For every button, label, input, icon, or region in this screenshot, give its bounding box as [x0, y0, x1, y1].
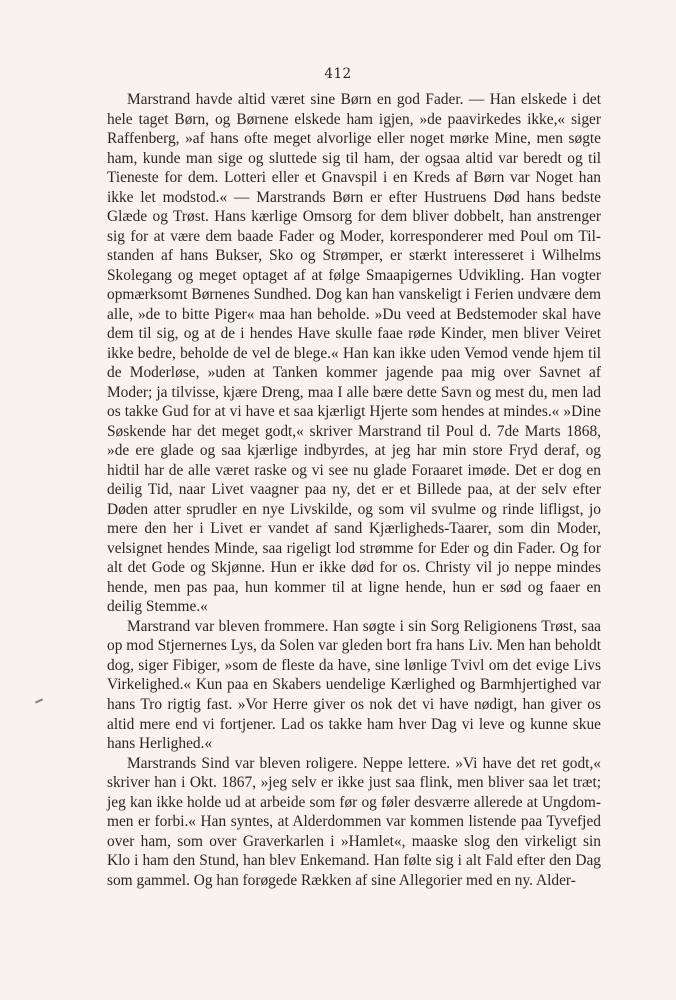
- paragraph-3: Marstrands Sind var bleven roligere. Neppe lettere. »Vi have det ret godt,« skriver han i Okt. 1867, »jeg selv er ikke just saa flink, men bliver saa let træt; jeg kan ikke holde ud at arbeide som før og føler desværre allerede at Ungdommen er forbi.« Han syntes, at Alderdommen var kommen listende paa Tyvefjed over ham, som over Graverkarlen i »Hamlet«, maaske slog den virkeligt sin Klo i ham den Stund, han blev Enkemand. Han følte sig i alt Fald efter den Dag som gammel. Og han forøgede Rækken af sine Allegorier med en ny. Alder-: [107, 754, 601, 889]
- margin-mark: [35, 698, 43, 703]
- page-number: 412: [324, 66, 352, 82]
- paragraph-2: Marstrand var bleven frommere. Han søgte i sin Sorg Religionens Trøst, saa op mod Stjernernes Lys, da Solen var gleden bort fra hans Liv. Men han beholdt dog, siger Fibiger, »som de fleste da have, sine lønlige Tvivl om det evige Livs Virkelighed.« Kun paa en Skabers uendelige Kærlighed og Barmhjertighed var hans Tro rigtig fast. »Vor Herre giver os nok det vi have nødigt, han giver os altid mere end vi fortjener. Lad os takke ham hver Dag vi leve og kunne skue hans Herlighed.«: [107, 617, 601, 753]
- paragraph-1: Marstrand havde altid været sine Børn en god Fader. — Han elskede i det hele taget Børn, og Børnene elskede ham igjen, »de paavirkedes ikke,« siger Raffenberg, »af hans ofte meget alvorlige eller noget mørke Mine, men søgte ham, kunde man sige og sluttede sig til ham, der ogsaa altid var beredt og til Tieneste for dem. Lotteri eller et Gnavspil i en Kreds af Børn var Noget han ikke let modstod.« — Marstrands Børn er efter Hustruens Død hans bedste Glæde og Trøst. Hans kærlige Omsorg for dem bliver dobbelt, han anstrenger sig for at være dem baade Fader og Moder, korresponderer med Poul om Tilstanden af hans Bukser, Sko og Strømper, er stærkt interesseret i Wilhelms Skolegang og meget optaget af at følge Smaapigernes Udvikling. Han vogter opmærksomt Børnenes Sundhed. Dog kan han vanskeligt i Ferien undvære dem alle, »de to bitte Piger« maa han beholde. »Du veed at Bedstemoder skal have dem til sig, og at de i hendes Have skulle faae røde Kinder, men bliver Veiret ikke bedre, beholde de vel de blege.« Han kan ikke uden Vemod vende hjem til de Moderløse, »uden at Tanken kommer jagende paa mig over Savnet af Moder; ja tilvisse, kjære Dreng, maa I alle bære dette Savn og mest du, men lad os takke Gud for at vi have et saa kjærligt Hjerte som hendes at mindes.« »Dine Søskende har det meget godt,« skriver Marstrand til Poul d. 7de Marts 1868, »de ere glade og saa kjærlige indbyrdes, at jeg har min store Fryd deraf, og hidtil har de alle været raske og vi see nu glade Foraaret imøde. Det er dog en deilig Tid, naar Livet vaagner paa ny, det er et Billede paa, at der selv efter Døden atter sprudler en nye Livskilde, og som vil svulme og rinde lifligst, jo mere den her i Livet er vandet af sand Kjærligheds-Taarer, som din Moder, velsignet hendes Minde, saa rigeligt lod strømme for Eder og din Fader. Og for alt det Gode og Skjønne. Hun er ikke død for os. Christy vil jo neppe mindes hende, men pas paa, hun kommer til at ligne hende, hun er sød og faaer en deilig Stemme.«: [107, 91, 601, 616]
- body-text: [107, 90, 601, 890]
